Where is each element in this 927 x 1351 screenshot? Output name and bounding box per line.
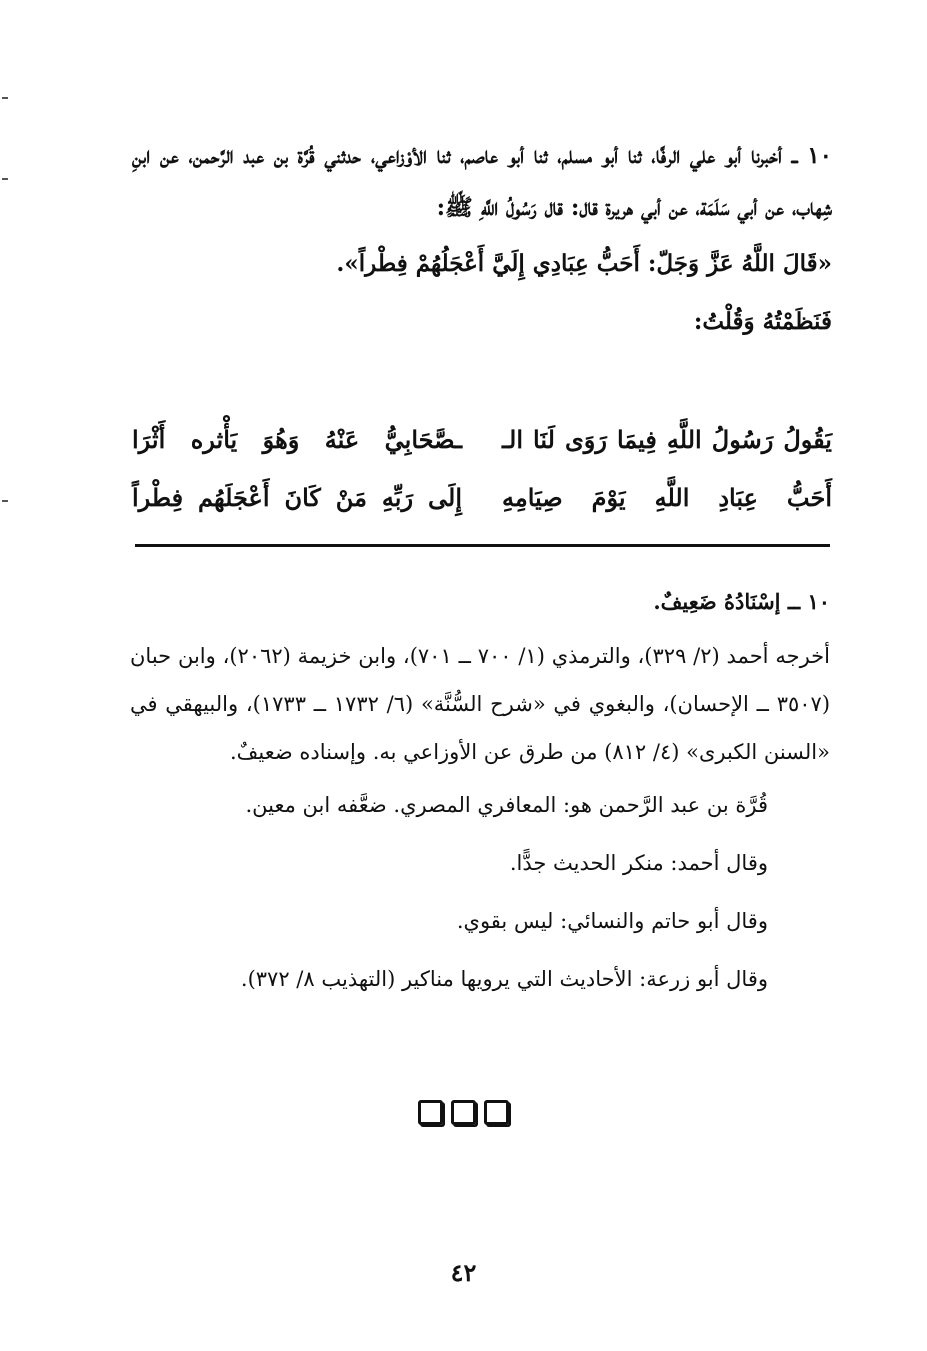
poem-verse [132, 410, 832, 468]
narrator-note: قُرَّة بن عبد الرَّحمن هو: المعافري المصري. ضعَّفه ابن معين. [245, 793, 768, 817]
narrator-note: وقال أبو حاتم والنسائي: ليس بقوي. [456, 909, 768, 933]
verse-second-hemistich: ـصَّحَابِيُّ عَنْهُ وَهُوَ يَأْثره أَثْرَا [132, 424, 462, 454]
verse-second-hemistich: إِلَى رَبِّهِ مَنْ كَانَ أَعْجَلَهُم فِطْراً [132, 482, 462, 512]
narrator-note: وقال أبو زرعة: الأحاديث التي يرويها مناكير (التهذيب ٨/ ٣٧٢). [240, 967, 768, 991]
scan-edge-mark [2, 500, 8, 502]
scan-edge-mark [2, 178, 8, 180]
hadith-isnad: ١٠ ــ أخبرنا أبو علي الرفَّا، ثنا أبو مسلم، ثنا أبو عاصم، ثنا الأوْزاعي، حدثني قُرَّة بن عبد الرَّحمن، عن ابنِ شِهاب، عن أبي سَلَمَة، عن أبي هريرة قال: قال رَسُولُ اللَّهِ ﷺ: [132, 142, 832, 221]
hadith-block [132, 130, 832, 348]
verse-first-hemistich: يَقُولُ رَسُولُ اللَّهِ فِيمَا رَوَى لَنَا الـ [502, 424, 832, 454]
verse-first-hemistich: أَحَبُّ عِبَادِ اللَّهِ يَوْمَ صِيَامِهِ [502, 482, 832, 512]
scan-edge-mark [2, 97, 8, 99]
square-box-icon [418, 1100, 443, 1125]
section-ornament [0, 1100, 927, 1125]
poem-intro: فَنَظَمْتُهُ وَقُلْتُ: [693, 308, 832, 335]
footnotes [130, 578, 830, 1008]
hadith-quote: «قَالَ اللَّهُ عَزَّ وَجَلّ: أَحَبُّ عِبَادِي إِلَيَّ أَعْجَلُهُمْ فِطْراً». [336, 250, 832, 277]
poem [132, 410, 832, 526]
footnote-divider [135, 544, 830, 547]
page-number: ٤٢ [450, 1258, 477, 1287]
takhrij-paragraph: أخرجه أحمد (٢/ ٣٢٩)، والترمذي (١/ ٧٠٠ ــ ٧٠١)، وابن خزيمة (٢٠٦٢)، وابن حبان (٣٥٠٧ ــ الإحسان)، والبغوي في «شرح السُّنَّة» (٦/ ١٧٣٢ ــ ١٧٣٣)، والبيهقي في «السنن الكبرى» (٤/ ٨١٢) من طرق عن الأوزاعي به. وإسناده ضعيفٌ. [130, 644, 831, 764]
square-box-icon [484, 1100, 509, 1125]
narrator-note: وقال أحمد: منكر الحديث جدًّا. [509, 851, 768, 875]
square-box-icon [451, 1100, 476, 1125]
footnote-heading: ١٠ ــ إسْنَادُهُ ضَعِيفٌ. [653, 589, 830, 614]
poem-verse [132, 468, 832, 526]
